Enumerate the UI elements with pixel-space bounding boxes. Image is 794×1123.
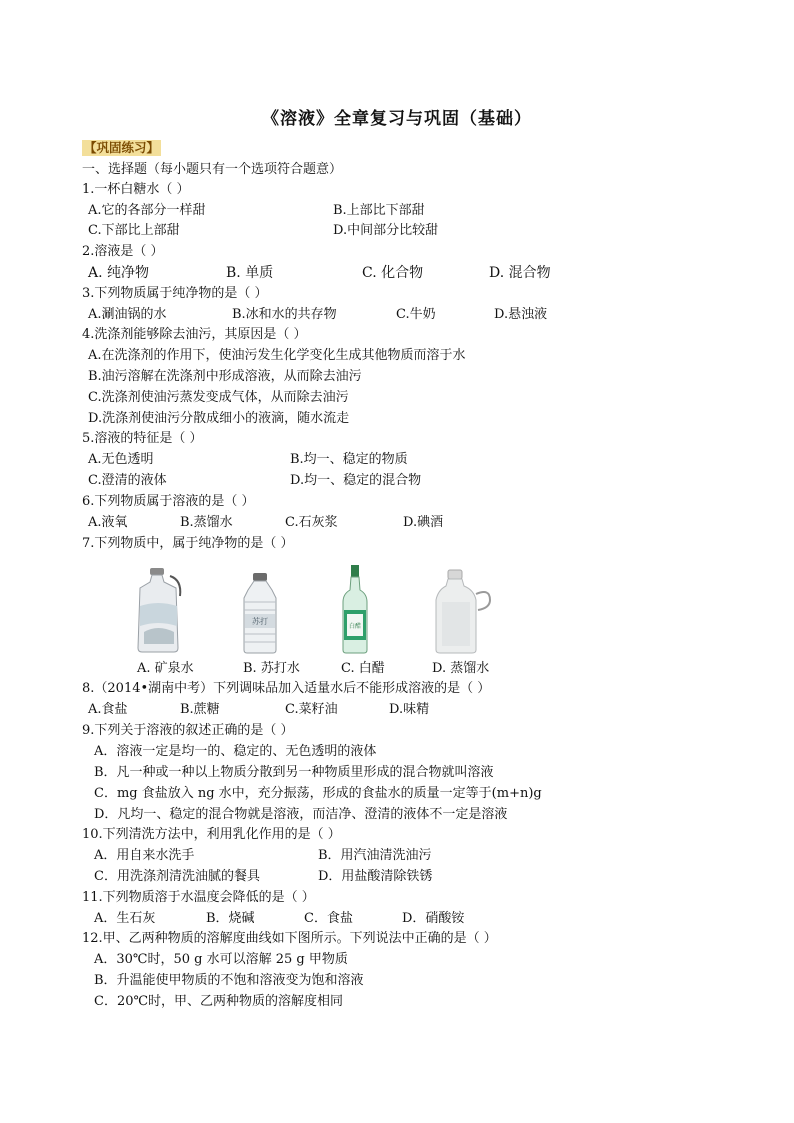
q7-option-d: D. 蒸馏水: [432, 661, 490, 676]
q2-option-a: A. 纯净物: [88, 265, 150, 281]
q8-option-c: C.菜籽油: [285, 702, 338, 717]
q5-option-b: B.均一、稳定的物质: [290, 452, 408, 467]
bottle-c-label: 白醋: [348, 623, 362, 630]
q12-option-a: A．30℃时，50 g 水可以溶解 25 g 甲物质: [94, 952, 348, 967]
question-5-stem: 5.溶液的特征是（ ）: [82, 431, 203, 446]
question-11-stem: 11.下列物质溶于水温度会降低的是（ ）: [82, 890, 315, 905]
q4-option-a: A.在洗涤剂的作用下，使油污发生化学变化生成其他物质而溶于水: [88, 348, 466, 363]
q11-option-d: D．硝酸铵: [402, 911, 465, 926]
question-9-stem: 9.下列关于溶液的叙述正确的是（ ）: [82, 723, 294, 738]
question-3-stem: 3.下列物质属于纯净物的是（ ）: [82, 286, 268, 301]
question-10-stem: 10.下列清洗方法中，利用乳化作用的是（ ）: [82, 827, 341, 842]
bottle-b-label: 苏打: [252, 617, 268, 626]
q10-option-c: C．用洗涤剂清洗油腻的餐具: [94, 869, 260, 884]
q8-option-a: A.食盐: [88, 702, 128, 717]
q8-option-d: D.味精: [389, 702, 430, 717]
q9-option-a: A．溶液一定是均一的、稳定的、无色透明的液体: [94, 744, 377, 759]
q11-option-c: C．食盐: [304, 911, 353, 926]
q10-option-d: D．用盐酸清除铁锈: [318, 869, 433, 884]
question-2-stem: 2.溶液是（ ）: [82, 244, 164, 259]
q6-option-d: D.碘酒: [403, 515, 444, 530]
q5-option-c: C.澄清的液体: [88, 473, 167, 488]
q9-option-b: B．凡一种或一种以上物质分散到另一种物质里形成的混合物就叫溶液: [94, 765, 494, 780]
q12-option-b: B．升温能使甲物质的不饱和溶液变为饱和溶液: [94, 973, 364, 988]
q2-option-b: B. 单质: [226, 265, 274, 281]
question-1-stem: 1.一杯白糖水（ ）: [82, 182, 190, 197]
q3-option-b: B.冰和水的共存物: [232, 307, 337, 322]
q1-option-a: A.它的各部分一样甜: [88, 203, 206, 218]
q10-option-b: B．用汽油清洗油污: [318, 848, 432, 863]
distilled-water-bottle-image: [434, 568, 494, 654]
q1-option-d: D.中间部分比较甜: [333, 223, 439, 238]
q3-option-c: C.牛奶: [396, 307, 436, 322]
q7-option-b: B. 苏打水: [243, 661, 300, 676]
q9-option-c: C．mg 食盐放入 ng 水中，充分振荡，形成的食盐水的质量一定等于(m+n)g: [94, 786, 542, 801]
question-8-stem: 8.（2014•湖南中考）下列调味品加入适量水后不能形成溶液的是（ ）: [82, 681, 491, 696]
q6-option-a: A.液氧: [88, 515, 128, 530]
q5-option-d: D.均一、稳定的混合物: [290, 473, 422, 488]
q6-option-b: B.蒸馏水: [180, 515, 233, 530]
q6-option-c: C.石灰浆: [285, 515, 338, 530]
section-heading: 一、选择题（每小题只有一个选项符合题意）: [82, 162, 343, 177]
q7-option-c: C. 白醋: [341, 661, 385, 676]
q7-option-a: A. 矿泉水: [137, 661, 194, 676]
q3-option-d: D.悬浊液: [494, 307, 548, 322]
q11-option-a: A．生石灰: [94, 911, 156, 926]
q2-option-d: D. 混合物: [489, 265, 551, 281]
question-4-stem: 4.洗涤剂能够除去油污，其原因是（ ）: [82, 327, 307, 342]
q4-option-b: B.油污溶解在洗涤剂中形成溶液，从而除去油污: [88, 369, 362, 384]
q11-option-b: B．烧碱: [206, 911, 255, 926]
section-tag: 【巩固练习】: [84, 140, 160, 155]
q3-option-a: A.涮油锅的水: [88, 307, 167, 322]
q4-option-d: D.洗涤剂使油污分散成细小的液滴，随水流走: [88, 411, 350, 426]
white-vinegar-bottle-image: [340, 564, 370, 654]
q10-option-a: A．用自来水洗手: [94, 848, 195, 863]
mineral-water-bottle-image: [130, 566, 186, 654]
question-7-stem: 7.下列物质中，属于纯净物的是（ ）: [82, 536, 294, 551]
question-6-stem: 6.下列物质属于溶液的是（ ）: [82, 494, 255, 509]
page-title: 《溶液》全章复习与巩固（基础）: [262, 109, 532, 129]
q5-option-a: A.无色透明: [88, 452, 154, 467]
q4-option-c: C.洗涤剂使油污蒸发变成气体，从而除去油污: [88, 390, 349, 405]
q12-option-c: C．20℃时，甲、乙两种物质的溶解度相同: [94, 994, 344, 1009]
q8-option-b: B.蔗糖: [180, 702, 220, 717]
q1-option-b: B.上部比下部甜: [333, 203, 425, 218]
soda-water-bottle-image: [238, 572, 282, 654]
question-12-stem: 12.甲、乙两种物质的溶解度曲线如下图所示。下列说法中正确的是（ ）: [82, 931, 497, 946]
q2-option-c: C. 化合物: [362, 265, 424, 281]
q9-option-d: D．凡均一、稳定的混合物就是溶液，而洁净、澄清的液体不一定是溶液: [94, 807, 508, 822]
q1-option-c: C.下部比上部甜: [88, 223, 180, 238]
